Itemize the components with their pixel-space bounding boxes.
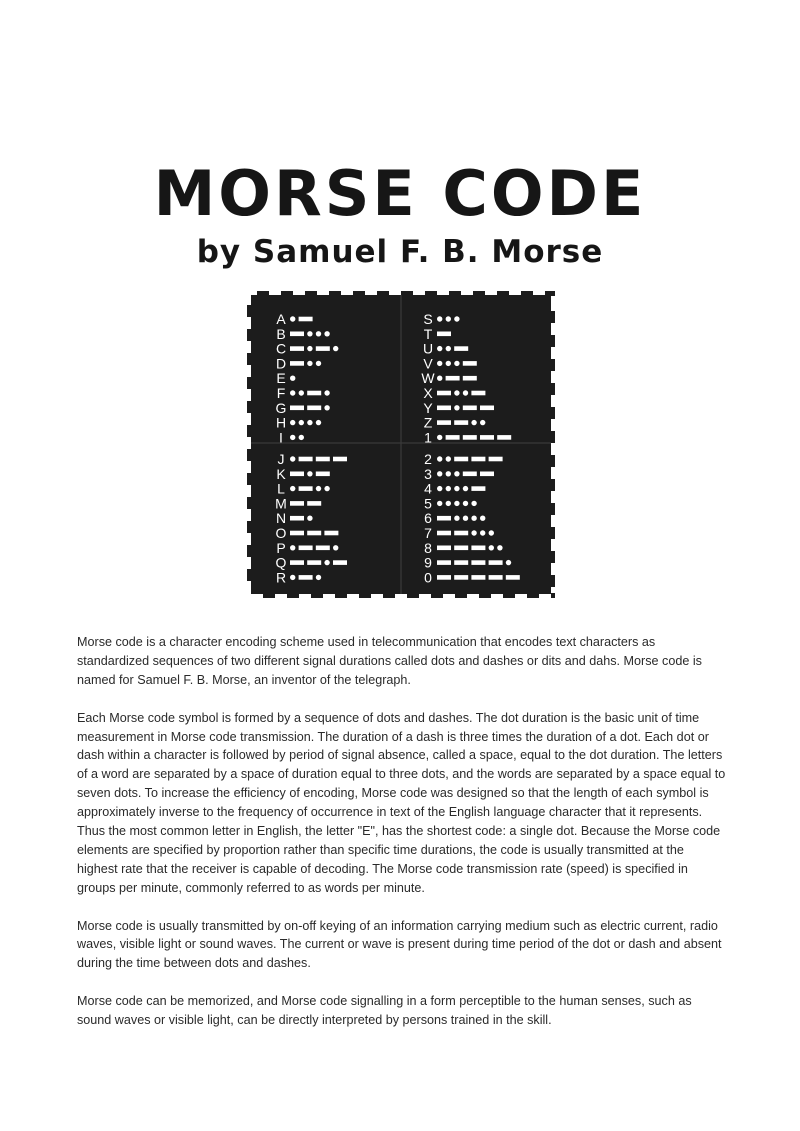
morse-dash <box>290 361 304 366</box>
morse-dot <box>463 390 468 395</box>
mat-tooth <box>263 593 275 598</box>
morse-char: H <box>275 414 287 431</box>
morse-dot <box>463 516 468 521</box>
morse-dash <box>446 376 460 381</box>
morse-dot <box>307 516 312 521</box>
morse-dash <box>299 317 313 322</box>
morse-dot <box>471 530 476 535</box>
morse-dash <box>290 516 304 521</box>
morse-dot <box>454 316 459 321</box>
morse-char: E <box>276 370 286 387</box>
morse-dot <box>290 486 295 491</box>
mat-tooth <box>407 593 419 598</box>
morse-dash <box>437 531 451 536</box>
morse-dash <box>471 560 485 565</box>
mat-tooth <box>545 291 555 296</box>
morse-char: B <box>276 325 286 342</box>
morse-char: M <box>275 495 287 512</box>
morse-char: 8 <box>424 539 432 556</box>
morse-dot <box>333 346 338 351</box>
morse-dot <box>316 486 321 491</box>
paragraph: Morse code can be memorized, and Morse code signalling in a form perceptible to the human senses, such as sound waves or visible light, can be directly interpreted by persons trained in the skill. <box>77 994 692 1028</box>
morse-char: U <box>422 340 434 357</box>
morse-dot <box>437 361 442 366</box>
morse-dot <box>316 361 321 366</box>
morse-dash <box>446 435 460 440</box>
morse-dash <box>437 391 451 396</box>
mat-tooth <box>247 425 252 437</box>
morse-dash <box>437 420 451 425</box>
morse-dot <box>454 501 459 506</box>
morse-char: G <box>275 399 287 416</box>
morse-char: C <box>275 340 287 357</box>
mat-tooth <box>247 545 252 557</box>
morse-dot <box>446 456 451 461</box>
morse-dash <box>316 346 330 351</box>
mat-tooth <box>353 291 365 296</box>
morse-char: Q <box>275 554 287 571</box>
morse-dash <box>489 457 503 462</box>
morse-dot <box>290 316 295 321</box>
mat-tooth <box>247 473 252 485</box>
mat-tooth <box>550 575 555 587</box>
morse-char: 6 <box>424 510 432 527</box>
morse-dash <box>454 575 468 580</box>
mat-tooth <box>425 291 437 296</box>
morse-dash <box>299 575 313 580</box>
morse-char: L <box>277 480 285 497</box>
morse-dash <box>333 457 347 462</box>
morse-dash <box>480 472 494 477</box>
morse-dash <box>290 531 304 536</box>
morse-char: 0 <box>424 569 432 586</box>
morse-dot <box>290 575 295 580</box>
morse-char: 4 <box>424 480 432 497</box>
morse-char: P <box>276 539 286 556</box>
mat-tooth <box>383 593 395 598</box>
morse-dot <box>290 390 295 395</box>
morse-dot <box>307 420 312 425</box>
morse-dash <box>471 486 485 491</box>
mat-tooth <box>247 353 252 365</box>
morse-dash <box>290 332 304 337</box>
morse-dot <box>446 486 451 491</box>
article-body <box>77 633 727 1049</box>
morse-dash <box>290 346 304 351</box>
morse-dot <box>454 390 459 395</box>
mat-tooth <box>527 593 539 598</box>
morse-dash <box>463 472 477 477</box>
morse-char: I <box>279 429 283 446</box>
morse-dot <box>463 486 468 491</box>
morse-char: O <box>275 525 287 541</box>
morse-dash <box>454 420 468 425</box>
morse-dash <box>454 346 468 351</box>
morse-dash <box>454 546 468 551</box>
paragraph: Morse code is a character encoding scheme used in telecommunication that encodes text characters as standardized sequences of two different signal durations called dots and dashes or dits and dahs. Morse code is named for Samuel F. B. Morse, an inventor of the telegraph. <box>77 635 702 687</box>
morse-dot <box>316 575 321 580</box>
morse-dot <box>324 486 329 491</box>
morse-dot <box>446 501 451 506</box>
morse-char: J <box>277 451 285 467</box>
morse-char: 9 <box>424 554 432 571</box>
mat-tooth <box>281 291 293 296</box>
mat-tooth <box>550 335 555 347</box>
mat-tooth <box>377 291 389 296</box>
mat-tooth <box>247 401 252 413</box>
morse-dot <box>497 545 502 550</box>
morse-dot <box>454 471 459 476</box>
morse-dot <box>437 316 442 321</box>
mat-tooth <box>473 291 485 296</box>
morse-dash <box>480 435 494 440</box>
mat-tooth <box>550 311 555 323</box>
morse-dot <box>333 545 338 550</box>
mat-tooth <box>550 551 555 563</box>
morse-dot <box>471 420 476 425</box>
morse-dot <box>437 501 442 506</box>
mat-tooth <box>247 569 252 581</box>
mat-tooth <box>550 407 555 419</box>
morse-char: K <box>276 465 286 482</box>
morse-dash <box>471 391 485 396</box>
morse-dash <box>437 516 451 521</box>
mat-tooth <box>551 593 555 598</box>
mat-tooth <box>311 593 323 598</box>
morse-dot <box>489 545 494 550</box>
morse-dot <box>446 346 451 351</box>
morse-dot <box>437 456 442 461</box>
morse-dot <box>299 420 304 425</box>
morse-dot <box>471 516 476 521</box>
morse-char: Y <box>423 399 433 416</box>
morse-dot <box>437 376 442 381</box>
morse-dot <box>307 331 312 336</box>
mat-tooth <box>247 305 252 317</box>
morse-dot <box>324 405 329 410</box>
mat-tooth <box>247 329 252 341</box>
morse-dash <box>463 435 477 440</box>
morse-char: 2 <box>424 451 432 467</box>
mat-tooth <box>550 479 555 491</box>
mat-tooth <box>335 593 347 598</box>
mat-tooth <box>550 431 555 443</box>
morse-dash <box>290 560 304 565</box>
mat-tooth <box>503 593 515 598</box>
morse-dot <box>437 435 442 440</box>
morse-dash <box>497 435 511 440</box>
morse-dot <box>290 456 295 461</box>
morse-dash <box>324 531 338 536</box>
morse-char: X <box>423 385 433 401</box>
mat-tooth <box>550 455 555 467</box>
morse-dot <box>454 361 459 366</box>
morse-dot <box>454 516 459 521</box>
morse-dot <box>290 435 295 440</box>
paragraph: Morse code is usually transmitted by on-off keying of an information carrying medium such as electric current, radio waves, visible light or sound waves. The current or wave is present during time period of the dot or dash and absent during the time between dots and dashes. <box>77 918 722 971</box>
morse-char: F <box>276 385 286 401</box>
morse-dash <box>463 361 477 366</box>
morse-char: S <box>423 311 433 327</box>
morse-dash <box>299 457 313 462</box>
morse-dot <box>437 486 442 491</box>
morse-dot <box>307 346 312 351</box>
morse-char: N <box>275 510 287 527</box>
morse-dash <box>307 501 321 506</box>
mat-tooth <box>247 449 252 461</box>
morse-dot <box>480 530 485 535</box>
mat-tooth <box>550 359 555 371</box>
mat-tooth <box>449 291 461 296</box>
morse-dot <box>454 405 459 410</box>
morse-code-mat <box>247 291 555 598</box>
morse-dash <box>290 406 304 411</box>
morse-dash <box>437 560 451 565</box>
morse-char: 1 <box>424 429 432 446</box>
morse-char: R <box>275 569 287 586</box>
morse-dash <box>290 501 304 506</box>
mat-tooth <box>497 291 509 296</box>
morse-dot <box>454 486 459 491</box>
morse-dash <box>506 575 520 580</box>
morse-dot <box>316 331 321 336</box>
mat-tooth <box>247 377 252 389</box>
mat-tooth <box>479 593 491 598</box>
morse-dot <box>446 361 451 366</box>
mat-tooth <box>550 503 555 515</box>
morse-dot <box>290 545 295 550</box>
morse-dash <box>471 457 485 462</box>
paragraph: Each Morse code symbol is formed by a sequence of dots and dashes. The dot duration is the basic unit of time measurement in Morse code transmission. The duration of a dash is three times the duration of a dot. Each dot or dash within a character is followed by period of signal absence, called a space, equal to the dot duration. The letters of a word are separated by a space of duration equal to three dots, and the words are separated by a space equal to seven dots. To increase the efficiency of encoding, Morse code was designed so that the length of each symbol is approximately inverse to the frequency of occurrence in text of the English language character that it represents. Thus the most common letter in English, the letter "E", has the shortest code: a single dot. Because the Morse code elements are specified by proportion rather than specific time durations, the code is usually transmitted at the highest rate that the receiver is capable of decoding. The Morse code transmission rate (speed) is specified in groups per minute, commonly referred to as words per minute. <box>77 710 726 895</box>
morse-dash <box>454 531 468 536</box>
morse-dot <box>480 420 485 425</box>
morse-dot <box>316 420 321 425</box>
mat-tooth <box>550 383 555 395</box>
morse-dash <box>454 457 468 462</box>
morse-dash <box>290 472 304 477</box>
morse-dash <box>307 560 321 565</box>
mat-tooth <box>247 497 252 509</box>
mat-tooth <box>329 291 341 296</box>
morse-dash <box>437 406 451 411</box>
morse-dash <box>480 406 494 411</box>
morse-dot <box>324 331 329 336</box>
mat-tooth <box>521 291 533 296</box>
morse-dot <box>446 471 451 476</box>
morse-dash <box>316 472 330 477</box>
morse-dash <box>299 486 313 491</box>
morse-char: 5 <box>424 495 432 512</box>
morse-dash <box>307 391 321 396</box>
morse-dot <box>437 346 442 351</box>
morse-dash <box>307 531 321 536</box>
morse-char: W <box>421 370 435 387</box>
morse-dot <box>324 560 329 565</box>
morse-dash <box>437 575 451 580</box>
morse-dash <box>489 575 503 580</box>
morse-dot <box>299 390 304 395</box>
mat-tooth <box>359 593 371 598</box>
mat-tooth <box>305 291 317 296</box>
morse-dash <box>489 560 503 565</box>
morse-dot <box>307 471 312 476</box>
page-subtitle: by Samuel F. B. Morse <box>196 234 604 270</box>
morse-dash <box>333 560 347 565</box>
morse-dot <box>290 376 295 381</box>
morse-char: D <box>275 355 287 372</box>
mat-tooth <box>431 593 443 598</box>
morse-char: T <box>423 325 433 342</box>
morse-dash <box>307 406 321 411</box>
morse-dot <box>471 501 476 506</box>
morse-char: A <box>276 311 286 327</box>
mat-tooth <box>550 527 555 539</box>
morse-char: 7 <box>424 525 432 541</box>
page-title: MORSE CODE <box>153 157 647 230</box>
morse-char: Z <box>423 414 433 431</box>
mat-tooth <box>257 291 269 296</box>
morse-dash <box>437 332 451 337</box>
morse-dash <box>299 546 313 551</box>
morse-dash <box>437 546 451 551</box>
morse-dash <box>463 406 477 411</box>
morse-dot <box>480 516 485 521</box>
morse-dash <box>454 560 468 565</box>
morse-dot <box>506 560 511 565</box>
mat-tooth <box>455 593 467 598</box>
morse-dot <box>290 420 295 425</box>
morse-dot <box>463 501 468 506</box>
morse-dot <box>324 390 329 395</box>
mat-tooth <box>401 291 413 296</box>
morse-dot <box>299 435 304 440</box>
morse-dash <box>471 575 485 580</box>
morse-dot <box>446 316 451 321</box>
morse-dot <box>307 361 312 366</box>
morse-dash <box>316 457 330 462</box>
morse-dash <box>316 546 330 551</box>
mat-tooth <box>247 521 252 533</box>
morse-dot <box>437 471 442 476</box>
morse-char: 3 <box>424 465 432 482</box>
morse-dash <box>463 376 477 381</box>
morse-char: V <box>423 355 433 372</box>
mat-tooth <box>287 593 299 598</box>
morse-dash <box>471 546 485 551</box>
morse-dot <box>489 530 494 535</box>
